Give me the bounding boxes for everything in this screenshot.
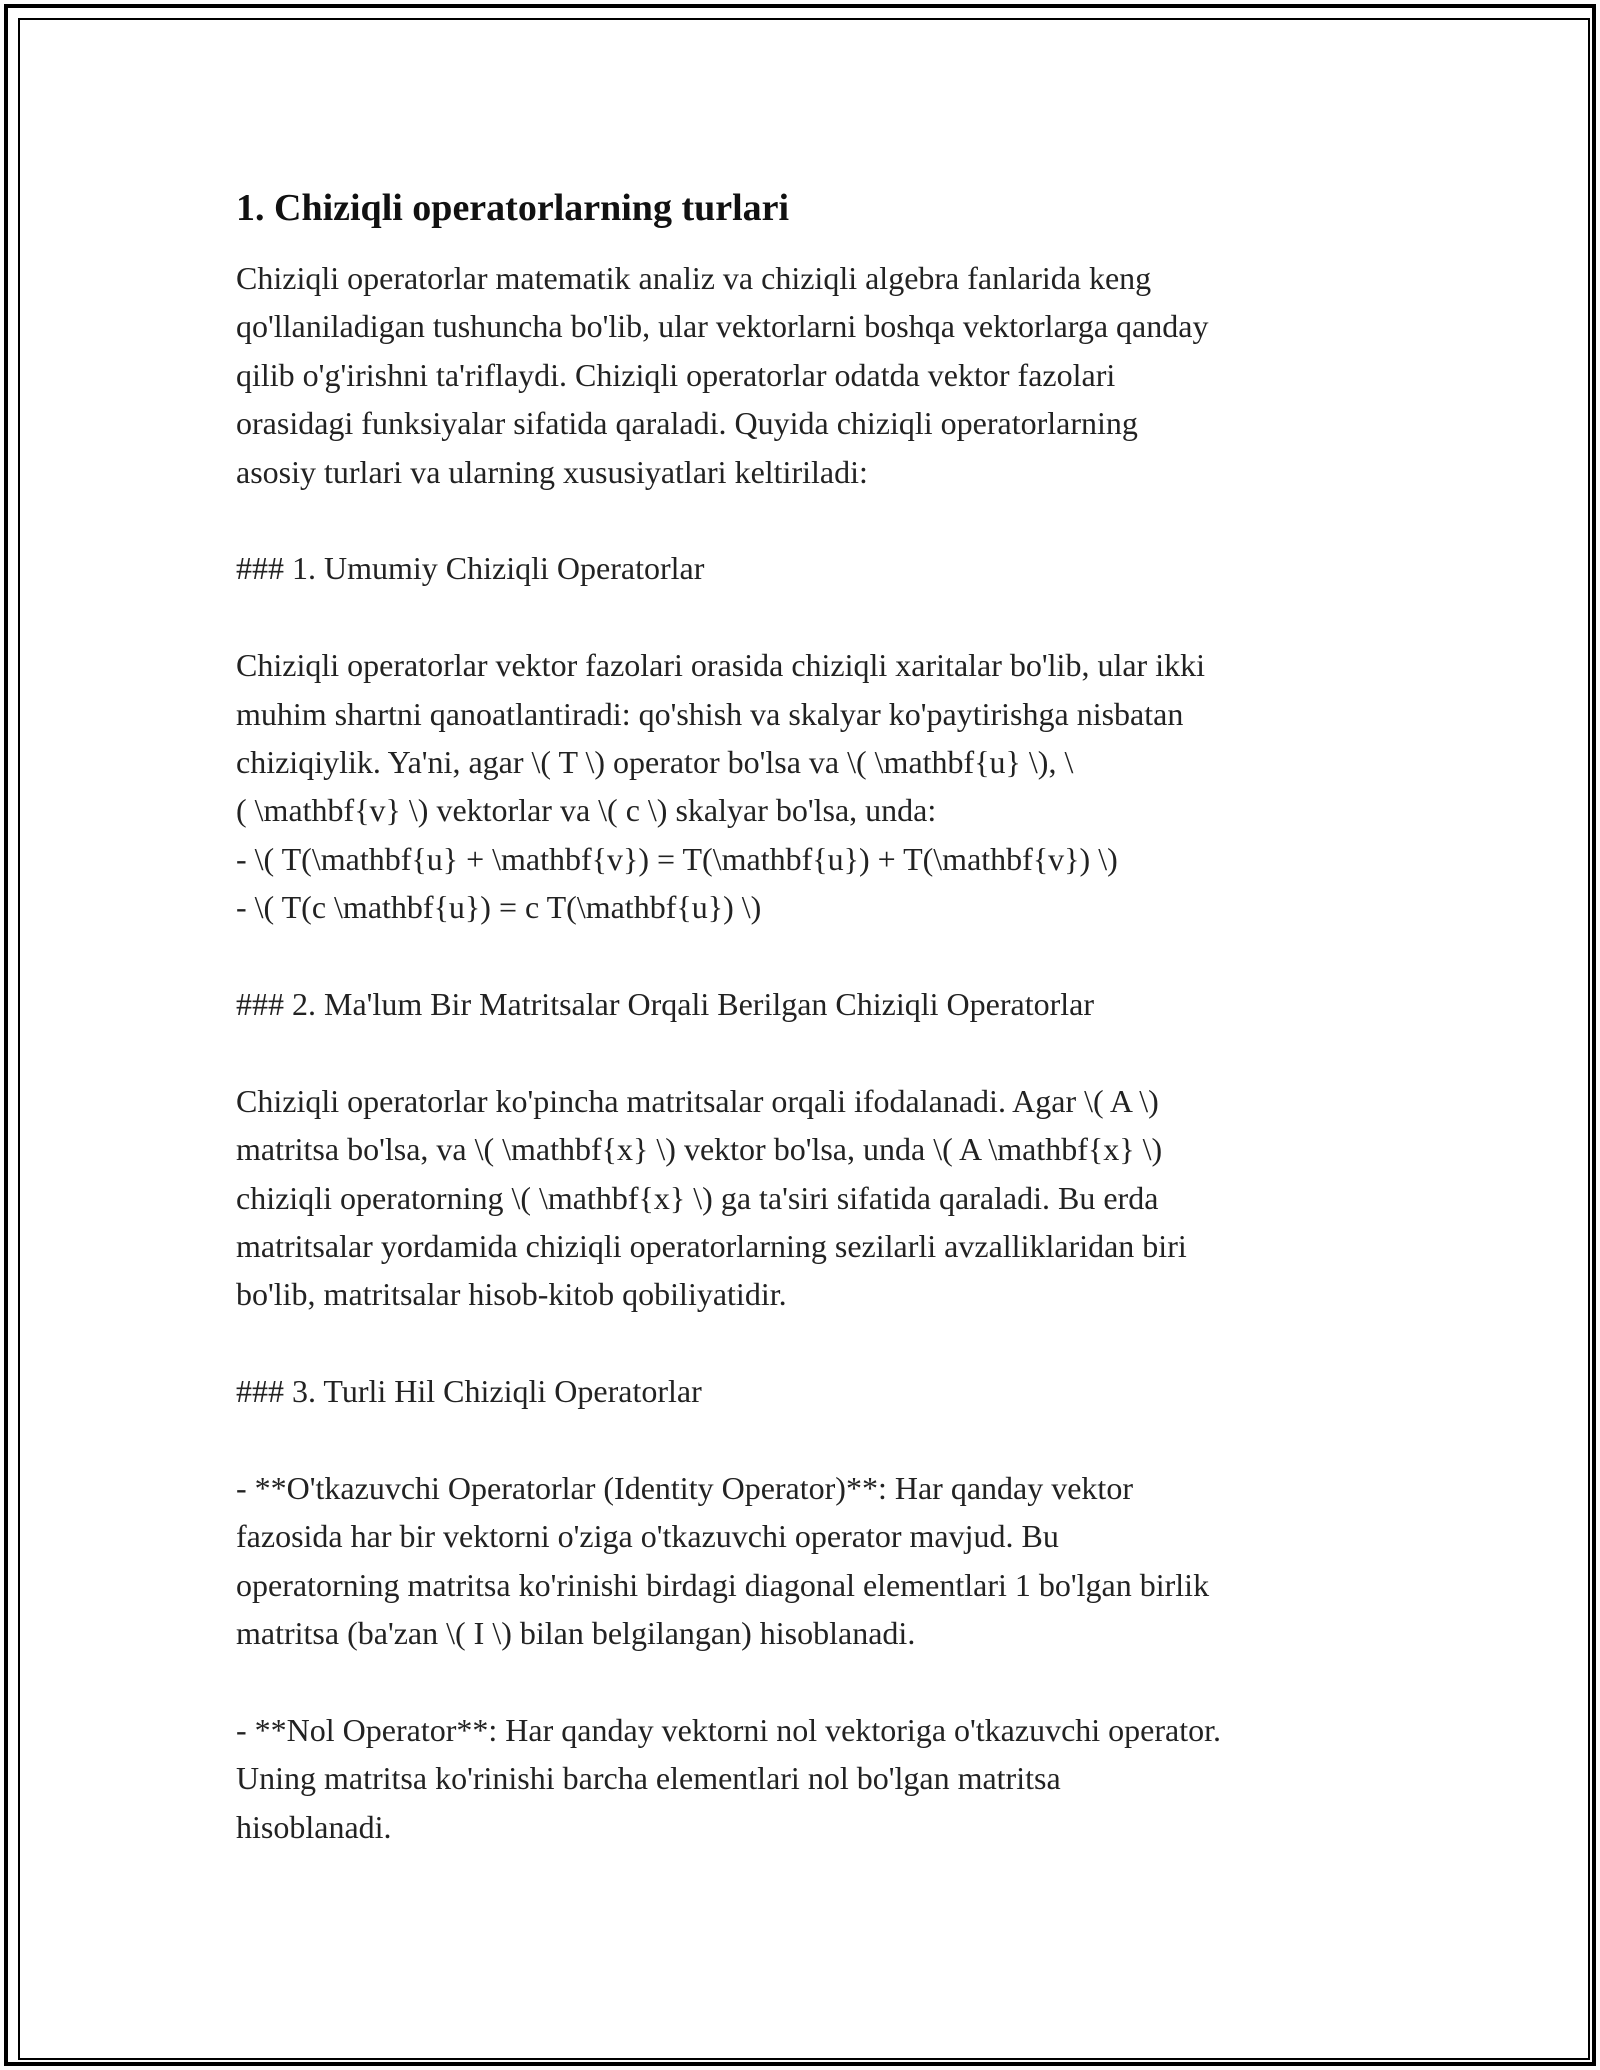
section-heading-2: ### 2. Ma'lum Bir Matritsalar Orqali Berilgan Chiziqli Operatorlar <box>236 986 1094 1023</box>
document-title: 1. Chiziqli operatorlarning turlari <box>236 187 790 229</box>
section-heading-3: ### 3. Turli Hil Chiziqli Operatorlar <box>236 1373 702 1410</box>
paragraph-gap <box>236 593 1386 641</box>
section-2-paragraph: Chiziqli operatorlar ko'pincha matritsalar orqali ifodalanadi. Agar \( A \) matritsa bo'lsa, va \( \mathbf{x} \) vektor bo'lsa, unda \( A \mathbf{x} \) chiziqli operatorning \( \mathbf{x} \) ga ta'siri sifatida qaraladi. Bu erda matritsalar yordamida chiziqli operatorlarning sezilarli avzalliklaridan biri bo'lib, matritsalar hisob-kitob qobiliyatidir. <box>236 1082 1187 1313</box>
section-heading-1: ### 1. Umumiy Chiziqli Operatorlar <box>236 550 705 587</box>
paragraph-gap <box>236 496 1386 544</box>
document-body <box>236 184 1386 1851</box>
identity-operator-item: - **O'tkazuvchi Operatorlar (Identity Operator)**: Har qanday vektor fazosida har bir vektorni o'ziga o'tkazuvchi operator mavjud. Bu operatorning matritsa ko'rinishi birdagi diagonal elementlari 1 bo'lgan birlik matritsa (ba'zan \( I \) bilan belgilangan) hisoblanadi. <box>236 1470 1210 1652</box>
zero-operator-item: - **Nol Operator**: Har qanday vektorni nol vektoriga o'tkazuvchi operator. Uning matritsa ko'rinishi barcha elementlari nol bo'lgan matritsa hisoblanadi. <box>236 1712 1222 1845</box>
paragraph-gap <box>236 1658 1386 1706</box>
intro-paragraph: Chiziqli operatorlar matematik analiz va chiziqli algebra fanlarida keng qo'llaniladigan tushuncha bo'lib, ular vektorlarni boshqa vektorlarga qanday qilib o'g'irishni ta'riflaydi. Chiziqli operatorlar odatda vektor fazolari orasidagi funksiyalar sifatida qaraladi. Quyida chiziqli operatorlarning asosiy turlari va ularning xususiyatlari keltiriladi: <box>236 260 1209 490</box>
section-1-paragraph: Chiziqli operatorlar vektor fazolari orasida chiziqli xaritalar bo'lib, ular ikki muhim shartni qanoatlantiradi: qo'shish va skalyar ko'paytirishga nisbatan chiziqiylik. Ya'ni, agar \( T \) operator bo'lsa va \( \mathbf{u} \), \ ( \mathbf{v} \) vektorlar va \( c \) skalyar bo'lsa, unda: - \( T(\mathbf{u} + \mathbf{v}) = T(\mathbf{u}) + T(\mathbf{v}) \) - \( T(c \mathbf{u}) = c T(\mathbf{u}) \) <box>236 647 1205 926</box>
paragraph-gap <box>236 932 1386 980</box>
paragraph-gap <box>236 1319 1386 1367</box>
paragraph-gap <box>236 1416 1386 1464</box>
paragraph-gap <box>236 1028 1386 1076</box>
